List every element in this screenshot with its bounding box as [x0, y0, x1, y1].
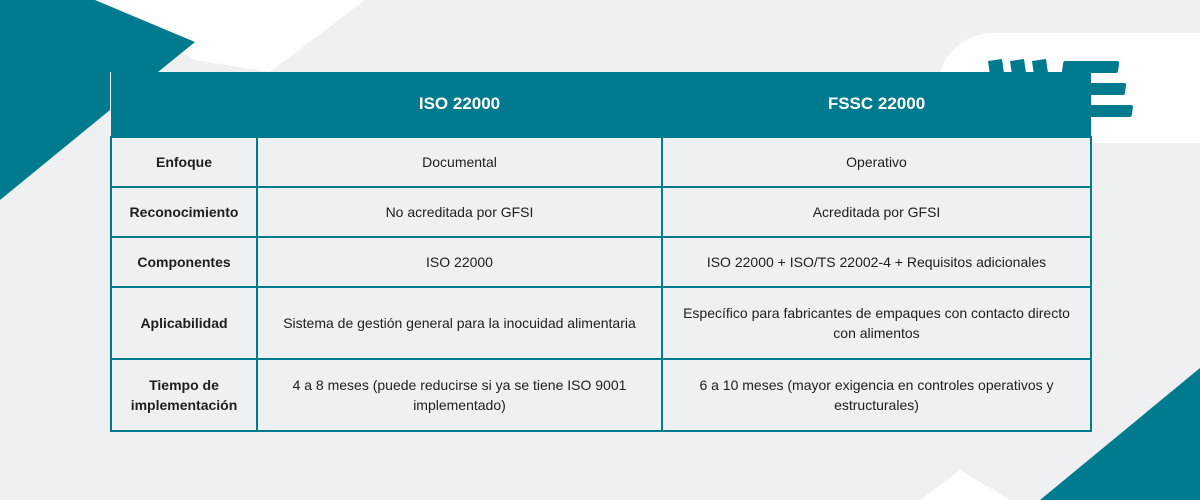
- iso-cell: 4 a 8 meses (puede reducirse si ya se tiene ISO 9001 implementado): [257, 359, 662, 431]
- header-fssc-22000: FSSC 22000: [662, 72, 1091, 137]
- table-row: [111, 287, 1091, 359]
- iso-cell: ISO 22000: [257, 237, 662, 287]
- row-label: Componentes: [111, 237, 257, 287]
- iso-cell: Documental: [257, 137, 662, 187]
- header-iso-22000: ISO 22000: [257, 72, 662, 137]
- header-empty: [111, 72, 257, 137]
- fssc-cell: 6 a 10 meses (mayor exigencia en controles operativos y estructurales): [662, 359, 1091, 431]
- row-label: Tiempo de implementación: [111, 359, 257, 431]
- row-label: Aplicabilidad: [111, 287, 257, 359]
- table-row: [111, 137, 1091, 187]
- iso-cell: No acreditada por GFSI: [257, 187, 662, 237]
- row-label: Enfoque: [111, 137, 257, 187]
- fssc-cell: Operativo: [662, 137, 1091, 187]
- fssc-cell: Específico para fabricantes de empaques con contacto directo con alimentos: [662, 287, 1091, 359]
- row-label: Reconocimiento: [111, 187, 257, 237]
- table-row: [111, 187, 1091, 237]
- comparison-table: [110, 72, 1090, 432]
- table-header-row: [111, 72, 1091, 137]
- fssc-cell: Acreditada por GFSI: [662, 187, 1091, 237]
- fssc-cell: ISO 22000 + ISO/TS 22002-4 + Requisitos adicionales: [662, 237, 1091, 287]
- table-row: [111, 237, 1091, 287]
- table-row: [111, 359, 1091, 431]
- iso-cell: Sistema de gestión general para la inocuidad alimentaria: [257, 287, 662, 359]
